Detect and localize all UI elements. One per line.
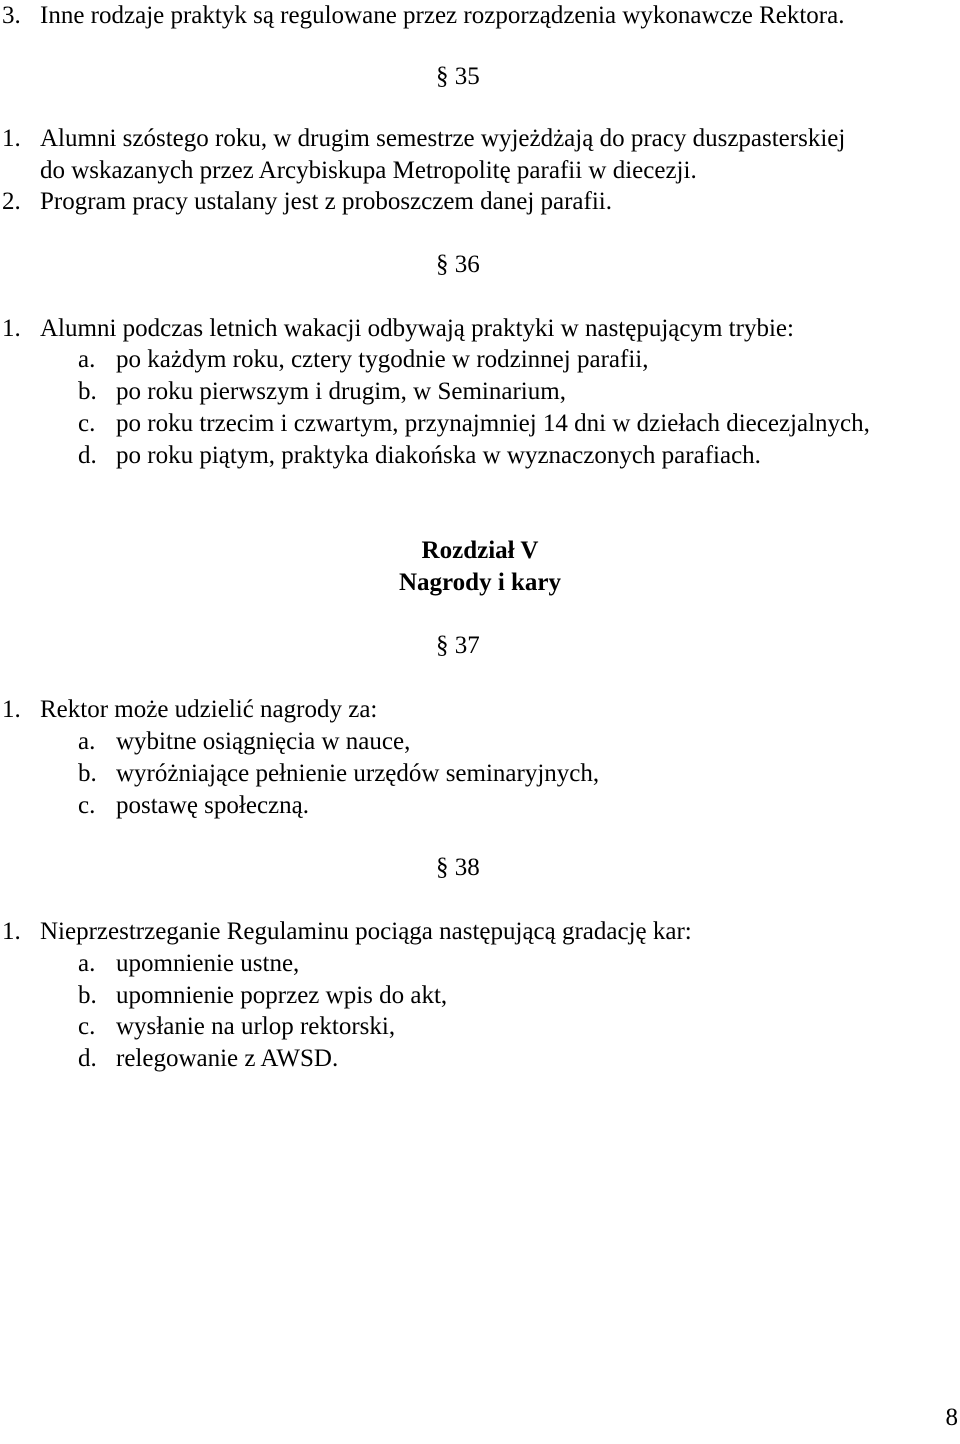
sub-item-letter: c. [78,1013,96,1040]
sub-item-text: po każdym roku, cztery tygodnie w rodzinnej parafii, [116,346,649,373]
sub-item-text: po roku piątym, praktyka diakońska w wyznaczonych parafiach. [116,442,761,469]
section-title-38: § 38 [436,854,480,881]
sub-item-letter: c. [78,792,96,819]
sub-item-letter: b. [78,378,97,405]
item-text: Rektor może udzielić nagrody za: [40,696,378,723]
page-number: 8 [945,1404,958,1431]
sub-item-letter: b. [78,982,97,1009]
sub-item-letter: a. [78,728,96,755]
sub-item-text: relegowanie z AWSD. [116,1045,339,1072]
sub-item-letter: a. [78,346,96,373]
sub-item-letter: d. [78,1045,97,1072]
sub-item-text: upomnienie poprzez wpis do akt, [116,982,448,1009]
item-number: 1. [2,125,21,152]
item-text-continued: do wskazanych przez Arcybiskupa Metropolitę parafii w diecezji. [40,157,697,184]
chapter-number: Rozdział V [421,537,539,564]
item-number: 3. [2,2,21,29]
sub-item-letter: d. [78,442,97,469]
sub-item-text: wyróżniające pełnienie urzędów seminaryjnych, [116,760,600,787]
sub-item-letter: c. [78,410,96,437]
sub-item-text: upomnienie ustne, [116,950,300,977]
section-title-35: § 35 [436,63,480,90]
section-title-36: § 36 [436,251,480,278]
item-text: Alumni szóstego roku, w drugim semestrze wyjeżdżają do pracy duszpasterskiej [40,125,846,152]
item-text: Alumni podczas letnich wakacji odbywają praktyki w następującym trybie: [40,315,794,342]
item-text: Inne rodzaje praktyk są regulowane przez rozporządzenia wykonawcze Rektora. [40,2,845,29]
item-number: 2. [2,188,21,215]
sub-item-text: po roku pierwszym i drugim, w Seminarium, [116,378,566,405]
chapter-title: Nagrody i kary [398,569,562,596]
sub-item-text: po roku trzecim i czwartym, przynajmniej 14 dni w dziełach diecezjalnych, [116,410,870,437]
sub-item-letter: b. [78,760,97,787]
item-text: Program pracy ustalany jest z proboszczem danej parafii. [40,188,612,215]
section-title-37: § 37 [436,632,480,659]
sub-item-letter: a. [78,950,96,977]
item-number: 1. [2,918,21,945]
item-number: 1. [2,696,21,723]
sub-item-text: wysłanie na urlop rektorski, [116,1013,396,1040]
item-text: Nieprzestrzeganie Regulaminu pociąga następującą gradację kar: [40,918,692,945]
sub-item-text: wybitne osiągnięcia w nauce, [116,728,411,755]
item-number: 1. [2,315,21,342]
sub-item-text: postawę społeczną. [116,792,309,819]
